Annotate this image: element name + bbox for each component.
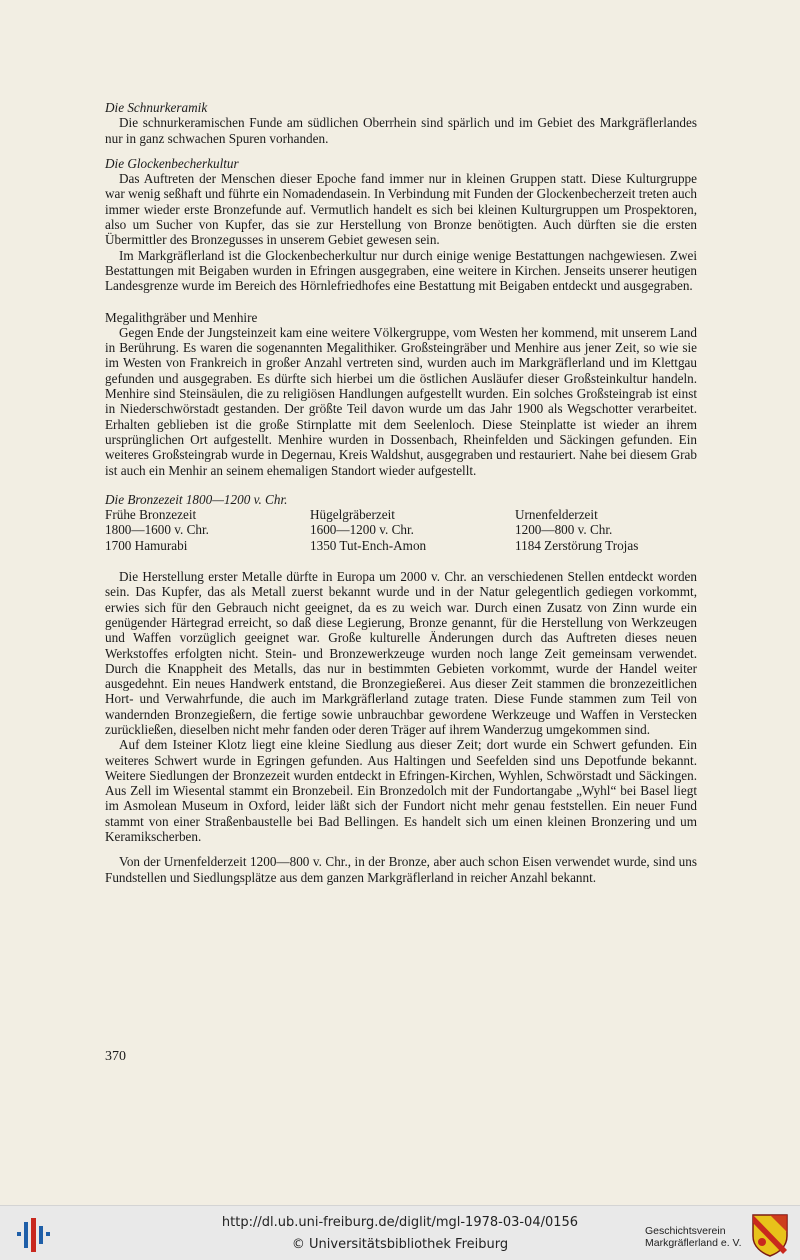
heading-schnurkeramik: Die Schnurkeramik [105, 100, 208, 115]
heading-glockenbecherkultur: Die Glockenbecherkultur [105, 155, 239, 171]
coat-of-arms-icon [750, 1212, 790, 1258]
paragraph-glockenbecher-2: Im Markgräflerland ist die Glockenbecherkultur nur durch einige wenige Bestattungen nachgewiesen. Zwei Bestattungen mit Beigaben wurden in Efringen ausgegraben, eine weitere in Kirchen. Jenseits unserer heutigen Landesgrenze wurde im Bereich des Hörnlefriedhofes eine Bestattung mit Beigaben entdeckt und ausgegraben. [105, 247, 697, 294]
paragraph-schnurkeramik-1: Die schnurkeramischen Funde am südlichen Oberrhein sind spärlich und im Gebiet des Markgräflerlandes nur in ganz schwachen Spuren vorhanden. [105, 115, 697, 146]
page-content [105, 100, 697, 885]
table-cell: 1800—1600 v. Chr. [105, 522, 209, 538]
society-line-2: Markgräflerland e. V. [645, 1237, 742, 1249]
table-row [105, 522, 638, 537]
paragraph-bronzezeit-2: Auf dem Isteiner Klotz liegt eine kleine Siedlung aus dieser Zeit; dort wurde ein Schwert gefunden. Ein weiteres Schwert wurde in Egringen gefunden. Aus Haltingen und Seefelden sind uns Depotfunde bekannt. Weitere Siedlungen der Bronzezeit wurden entdeckt in Efringen-Kirchen, Wyhlen, Schwörstadt und Säckingen. Aus Zell im Wiesental stammt ein Bronzebeil. Ein Bronzedolch mit der Fundortangabe „Wyhl“ bei Basel liegt im Asmolean Museum in Oxford, leider läßt sich der Fundort nicht mehr genau feststellen. Ein neuer Fund stammt von einer Straßenbaustelle bei Bad Bellingen. Es handelt sich um einen kleinen Bronzering und um Keramikscherben. [105, 737, 697, 845]
paragraph-megalith-1: Gegen Ende der Jungsteinzeit kam eine weitere Völkergruppe, vom Westen her kommend, mit unserem Land in Berührung. Es waren die sogenannten Megalithiker. Großsteingräber und Menhire aus jener Zeit, so wie sie im Westen von Frankreich in großer Anzahl vertreten sind, wurden auch im Markgräflerland und im Klettgau gefunden und ausgegraben. Es dürfte sich hierbei um die östlichen Ausläufer dieser Großsteinkultur handeln. Menhire sind Steinsäulen, die zu religiösen Handlungen aufgestellt wurden. Ein solches Großsteingrab ist einst in Niederschwörstadt gestanden. Der größte Teil davon wurde um das Jahr 1900 als Wegschotter verarbeitet. Erhalten geblieben ist die große Stirnplatte mit dem Seelenloch. Diese Steinplatte ist wieder an ihrem ursprünglichen Ort aufgestellt. Menhire wurden in Dossenbach, Rheinfelden und Säckingen gefunden. Ein weiteres Großsteingrab wurde in Degernau, Kreis Waldshut, ausgegraben und restauriert. Nahe bei diesem Grab ist auch ein Menhir an seinem ehemaligen Standort wieder aufgestellt. [105, 324, 697, 478]
table-cell: 1700 Hamurabi [105, 537, 188, 553]
table-cell: Hügelgräberzeit [310, 507, 395, 523]
paragraph-bronzezeit-1: Die Herstellung erster Metalle dürfte in Europa um 2000 v. Chr. an verschiedenen Stellen entdeckt worden sein. Das Kupfer, das als Metall zuerst bekannt wurde und in der Natur gelegentlich gediegen vorkommt, erwies sich für den Gebrauch nicht geeignet, da es zu weich war. Durch einen Zusatz von Zinn wurde ein genügender Härtegrad erreicht, so daß diese Legierung, Bronze genannt, für die Herstellung von Werkzeugen und Waffen vorzüglich geeignet war. Große kulturelle Änderungen durch das Auftreten dieses neuen Werkstoffes erfolgten nicht. Stein- und Bronzewerkzeuge wurden noch lange Zeit gemeinsam verwendet. Durch die Knappheit des Metalls, das nur in bestimmten Gebieten vorkommt, wurde der Handel weiter ausgedehnt. Ein neues Handwerk entstand, die Bronzegießerei. Aus dieser Zeit stammen die bronzezeitlichen Hort- und Verwahrfunde, die auch im Markgräflerland zutage traten. Diese Funde stammen zum Teil von wandernden Bronzegießern, die fertige sowie unbrauchbar gewordene Werkzeuge und Waffen in Verstecken zurückließen, dieselben nicht mehr fanden oder deren Träger auf ihrem Wanderzug umgekommen sind. [105, 569, 697, 737]
table-cell: 1200—800 v. Chr. [515, 522, 613, 538]
society-line-1: Geschichtsverein [645, 1225, 726, 1237]
paragraph-glockenbecher-1: Das Auftreten der Menschen dieser Epoche fand immer nur in kleinen Gruppen statt. Diese Kulturgruppe war wenig seßhaft und führte ein Nomadendasein. In Verbindung mit Funden der Glockenbecherzeit treten auch immer wieder erste Bronzefunde auf. Vermutlich handelt es sich bei kleinen Kulturgruppen um Prospektoren, also um Sucher von Kupfer, das sie zur Herstellung von Bronze benötigten. Auch dürften sie die ersten Übermittler des Bronzegusses in unserem Gebiet gewesen sein. [105, 171, 697, 248]
table-cell: 1184 Zerstörung Trojas [515, 537, 639, 553]
viewer-footer [0, 1205, 800, 1260]
copyright-notice: © Universitätsbibliothek Freiburg [291, 1237, 509, 1252]
bronzezeit-table [105, 507, 638, 553]
heading-bronzezeit: Die Bronzezeit 1800—1200 v. Chr. [105, 491, 288, 507]
paragraph-bronzezeit-3: Von der Urnenfelderzeit 1200—800 v. Chr., in der Bronze, aber auch schon Eisen verwendet wurde, sind uns Fundstellen und Siedlungsplätze aus dem ganzen Markgräflerland in reicher Anzahl bekannt. [105, 854, 697, 885]
permalink-url[interactable]: http://dl.ub.uni-freiburg.de/diglit/mgl-1978-03-04/0156 [221, 1215, 579, 1230]
table-cell: Frühe Bronzezeit [105, 507, 197, 523]
table-row [105, 538, 638, 553]
table-cell: Urnenfelderzeit [515, 507, 598, 523]
page-number: 370 [105, 1049, 126, 1064]
digilit-logo-icon[interactable] [14, 1214, 54, 1254]
table-cell: 1350 Tut-Ench-Amon [310, 537, 427, 553]
table-cell: 1600—1200 v. Chr. [310, 522, 414, 538]
heading-megalithgraeber: Megalithgräber und Menhire [105, 309, 258, 325]
society-name [645, 1225, 755, 1249]
table-row [105, 507, 638, 522]
